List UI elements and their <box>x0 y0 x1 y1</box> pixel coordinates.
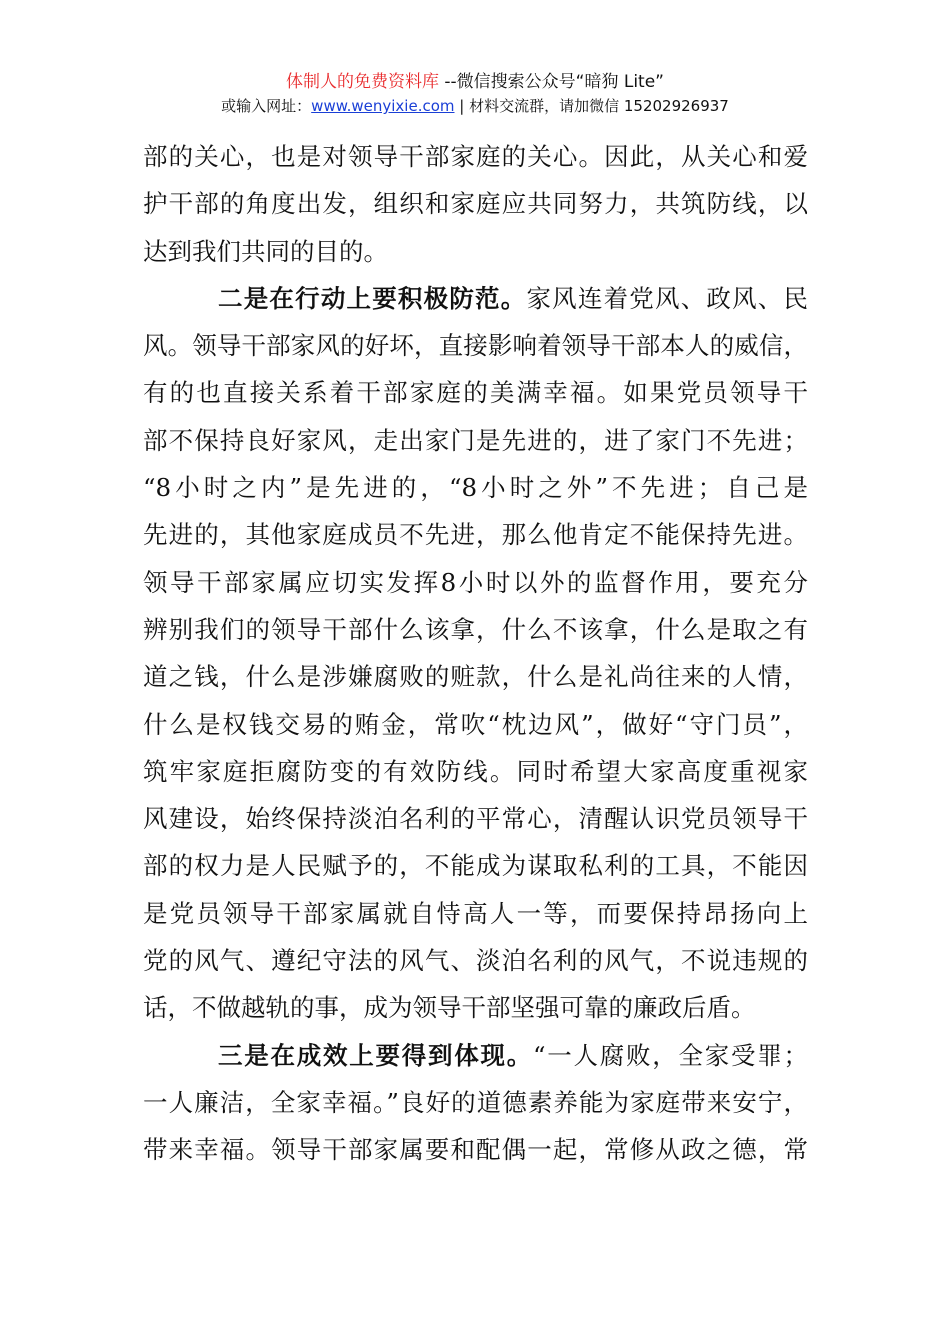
page-header <box>0 70 950 118</box>
header-url-link[interactable]: www.wenyixie.com <box>311 97 455 115</box>
text-line: 辨别我们的领导干部什么该拿，什么不该拿，什么是取之有 <box>143 614 808 644</box>
text-line: 道之钱，什么是涉嫌腐败的赃款，什么是礼尚往来的人情， <box>143 662 808 692</box>
paragraph-first-line <box>143 1032 808 1079</box>
header-brand: 体制人的免费资料库 <box>285 72 439 92</box>
header-line-2 <box>0 94 950 118</box>
text-line: 部的关心，也是对领导干部家庭的关心。因此，从关心和爱 <box>143 142 808 171</box>
header-contact: | 材料交流群，请加微信 15202926937 <box>454 97 729 115</box>
header-url-prefix: 或输入网址： <box>221 97 312 115</box>
text-line: 部不保持良好家风，走出家门是先进的，进了家门不先进； <box>143 425 808 455</box>
text-line: 护干部的角度出发，组织和家庭应共同努力，共筑防线，以 <box>143 189 808 219</box>
text-line: 达到我们共同的目的。 <box>143 236 388 266</box>
text-line: 是党员领导干部家属就自恃高人一等，而要保持昂扬向上 <box>143 898 808 928</box>
text-line: 部的权力是人民赋予的，不能成为谋取私利的工具，不能因 <box>143 851 808 881</box>
text-line: 一人廉洁，全家幸福。”良好的道德素养能为家庭带来安宁， <box>143 1087 808 1117</box>
header-suffix: --微信搜索公众号“暗狗 Lite” <box>438 72 664 92</box>
paragraph-lead-heading: 三是在成效上要得到体现。 <box>218 1040 533 1070</box>
document-body <box>143 133 808 1174</box>
text-line: 带来幸福。领导干部家属要和配偶一起，常修从政之德，常 <box>143 1135 808 1165</box>
text-line: “8小时之内”是先进的，“8小时之外”不先进；自己是 <box>143 473 808 503</box>
paragraph-lead-heading: 二是在行动上要积极防范。 <box>218 283 527 313</box>
text-line: 筑牢家庭拒腐防变的有效防线。同时希望大家高度重视家 <box>143 756 808 786</box>
text-line: 话，不做越轨的事，成为领导干部坚强可靠的廉政后盾。 <box>143 993 756 1023</box>
text-line: 有的也直接关系着干部家庭的美满幸福。如果党员领导干 <box>143 378 808 408</box>
paragraph-lead-rest: “一人腐败，全家受罪； <box>532 1040 808 1070</box>
text-line: 风。领导干部家风的好坏，直接影响着领导干部本人的威信， <box>143 331 808 361</box>
paragraph-3 <box>143 1032 808 1174</box>
paragraph-2 <box>143 275 808 1032</box>
paragraph-1 <box>143 133 808 275</box>
text-line: 领导干部家属应切实发挥8小时以外的监督作用，要充分 <box>143 567 808 597</box>
paragraph-first-line <box>143 275 808 322</box>
paragraph-lead-rest: 家风连着党风、政风、民 <box>526 283 809 313</box>
text-line: 风建设，始终保持淡泊名利的平常心，清醒认识党员领导干 <box>143 804 808 834</box>
text-line: 先进的，其他家庭成员不先进，那么他肯定不能保持先进。 <box>143 520 808 550</box>
text-line: 党的风气、遵纪守法的风气、淡泊名利的风气，不说违规的 <box>143 946 808 976</box>
text-line: 什么是权钱交易的贿金，常吹“枕边风”，做好“守门员”， <box>143 709 808 739</box>
header-line-1 <box>0 70 950 94</box>
